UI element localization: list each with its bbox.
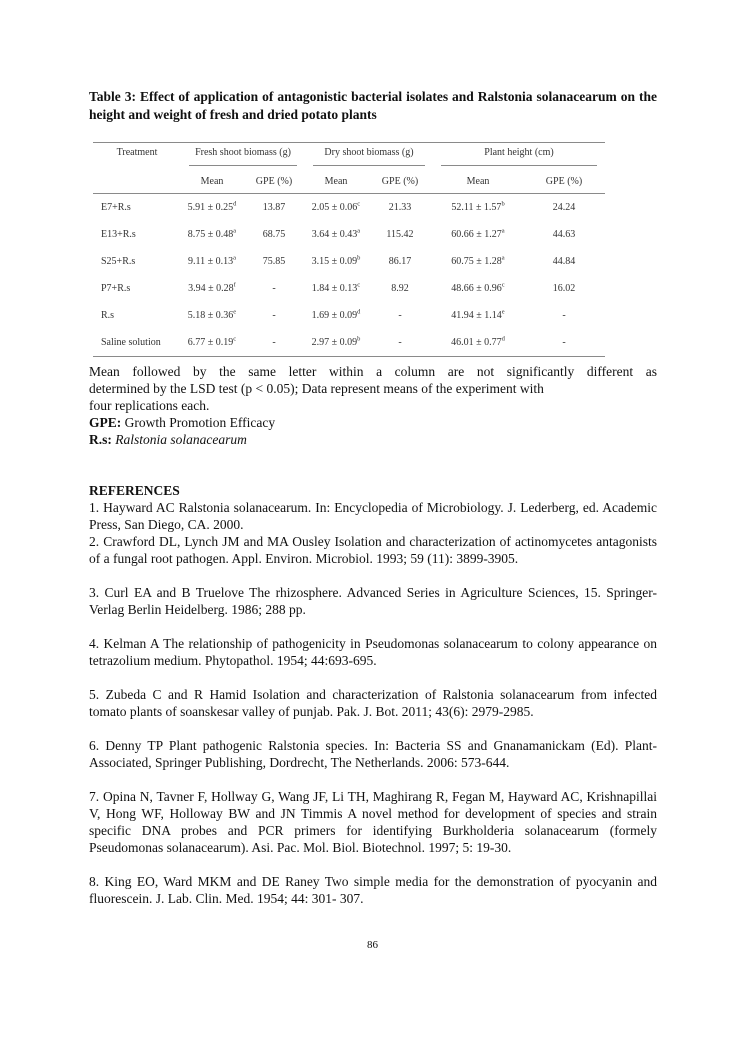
subheader-mean: Mean xyxy=(305,169,367,194)
table-row xyxy=(93,221,605,248)
reference-item: 7. Opina N, Tavner F, Hollway G, Wang JF, Li TH, Maghirang R, Fegan M, Hayward AC, Krishnapillai V, Hong WF, Holloway BW and JN Timmis A novel method for development of species and strain specific DNA probes and PCR primers for identifying Burkholderia solanacearum (formely Pseudomonas solanacearum). Asi. Pac. Mol. Biol. Biotechnol. 1997; 5: 19-30. xyxy=(89,789,657,855)
gpe-cell: 86.17 xyxy=(388,256,412,267)
gpe-cell: 16.02 xyxy=(552,283,576,294)
gpe-cell: 44.63 xyxy=(552,229,576,240)
mean-cell: 2.05 ± 0.06$^c$ xyxy=(311,200,361,213)
gpe-cell: - xyxy=(367,329,433,357)
mean-cell: 60.66 ± 1.27$^a$ xyxy=(451,227,505,240)
reference-item: 8. King EO, Ward MKM and DE Raney Two simple media for the demonstration of pyocyanin and fluorescein. J. Lab. Clin. Med. 1954; 44: 301- 307. xyxy=(89,874,657,906)
gpe-cell: 8.92 xyxy=(391,283,409,294)
references-heading: REFERENCES xyxy=(89,483,180,498)
table-row xyxy=(93,248,605,275)
mean-cell: 52.11 ± 1.57$^b$ xyxy=(451,200,505,213)
gpe-cell: - xyxy=(243,329,305,357)
treatment-cell: Saline solution xyxy=(93,329,181,357)
mean-cell: 2.97 ± 0.09$^b$ xyxy=(305,329,367,357)
gpe-cell: - xyxy=(272,310,276,321)
mean-cell: 46.01 ± 0.77$^d$ xyxy=(433,329,523,357)
treatment-cell: S25+R.s xyxy=(101,256,136,267)
gpe-definition: GPE: Growth Promotion Efficacy xyxy=(89,415,276,430)
gpe-cell: - xyxy=(272,283,276,294)
header-treatment: Treatment xyxy=(93,143,181,170)
reference-item: 3. Curl EA and B Truelove The rhizosphere. Advanced Series in Agriculture Sciences, 15. Springer-Verlag Berlin Heidelberg. 1986; 288 pp. xyxy=(89,585,657,617)
rs-definition: R.s: Ralstonia solanacearum xyxy=(89,432,247,447)
header-dry-shoot: Dry shoot biomass (g) xyxy=(305,143,433,170)
gpe-cell: 115.42 xyxy=(386,229,414,240)
subheader-gpe: GPE (%) xyxy=(243,169,305,194)
treatment-cell: P7+R.s xyxy=(101,283,131,294)
header-plant-height: Plant height (cm) xyxy=(433,143,605,170)
gpe-cell: 75.85 xyxy=(262,256,286,267)
note-line: determined by the LSD test (p < 0.05); Data represent means of the experiment with xyxy=(89,381,544,396)
mean-cell: 48.66 ± 0.96$^c$ xyxy=(451,281,505,294)
gpe-cell: - xyxy=(523,329,605,357)
subheader-mean: Mean xyxy=(433,169,523,194)
mean-cell: 41.94 ± 1.14$^e$ xyxy=(451,308,505,321)
gpe-cell: 44.84 xyxy=(552,256,576,267)
reference-item: 6. Denny TP Plant pathogenic Ralstonia species. In: Bacteria SS and Gnanamanickam (Ed). Plant-Associated, Springer Publishing, Dordrecht, The Netherlands. 2006: 573-644. xyxy=(89,738,657,770)
page-content xyxy=(89,88,657,907)
mean-cell: 5.18 ± 0.36$^e$ xyxy=(187,308,237,321)
gpe-cell: - xyxy=(562,310,566,321)
mean-cell: 5.91 ± 0.25$^d$ xyxy=(187,200,237,213)
gpe-cell: 24.24 xyxy=(552,202,576,213)
subheader-gpe: GPE (%) xyxy=(523,169,605,194)
table-row xyxy=(93,302,605,329)
treatment-cell: E7+R.s xyxy=(101,202,131,213)
mean-cell: 8.75 ± 0.48$^a$ xyxy=(187,227,237,240)
table-body xyxy=(93,194,605,357)
note-line: Mean followed by the same letter within a column are not significantly different as xyxy=(89,364,657,379)
table-row xyxy=(93,329,605,357)
mean-cell: 6.77 ± 0.19$^c$ xyxy=(181,329,243,357)
header-fresh-shoot: Fresh shoot biomass (g) xyxy=(181,143,305,170)
mean-cell: 3.15 ± 0.09$^b$ xyxy=(311,254,361,267)
note-line: four replications each. xyxy=(89,398,210,413)
reference-item: 1. Hayward AC Ralstonia solanacearum. In: Encyclopedia of Microbiology. J. Lederberg, ed. Academic Press, San Diego, CA. 2000. xyxy=(89,500,657,532)
table-notes xyxy=(89,363,657,448)
table-caption: Table 3: Effect of application of antagonistic bacterial isolates and Ralstonia solanacearum on the height and weight of fresh and dried potato plants xyxy=(89,89,657,122)
treatment-cell: E13+R.s xyxy=(101,229,136,240)
mean-cell: 1.69 ± 0.09$^d$ xyxy=(311,308,361,321)
page-number: 86 xyxy=(367,939,378,951)
mean-cell: 1.84 ± 0.13$^c$ xyxy=(311,281,361,294)
table-row xyxy=(93,194,605,222)
table-row xyxy=(93,275,605,302)
mean-cell: 3.64 ± 0.43$^a$ xyxy=(311,227,361,240)
mean-cell: 3.94 ± 0.28$^f$ xyxy=(188,281,236,294)
reference-item: 4. Kelman A The relationship of pathogenicity in Pseudomonas solanacearum to colony appearance on tetrazolium medium. Phytopathol. 1954; 44:693-695. xyxy=(89,636,657,668)
results-table-image xyxy=(93,142,605,357)
gpe-cell: 68.75 xyxy=(262,229,286,240)
subheader-mean: Mean xyxy=(181,169,243,194)
treatment-cell: R.s xyxy=(101,310,115,321)
reference-item: 5. Zubeda C and R Hamid Isolation and characterization of Ralstonia solanacearum from infected tomato plants of soanskesar valley of punjab. Pak. J. Bot. 2011; 43(6): 2979-2985. xyxy=(89,687,657,719)
gpe-cell: - xyxy=(398,310,402,321)
mean-cell: 9.11 ± 0.13$^a$ xyxy=(187,254,236,267)
mean-cell: 60.75 ± 1.28$^a$ xyxy=(451,254,505,267)
reference-item: 2. Crawford DL, Lynch JM and MA Ousley Isolation and characterization of actinomycetes antagonists of a fungal root pathogen. Appl. Environ. Microbiol. 1993; 59 (11): 3899-3905. xyxy=(89,534,657,566)
results-table xyxy=(93,142,605,357)
subheader-gpe: GPE (%) xyxy=(367,169,433,194)
gpe-cell: 21.33 xyxy=(388,202,412,213)
gpe-cell: 13.87 xyxy=(262,202,286,213)
